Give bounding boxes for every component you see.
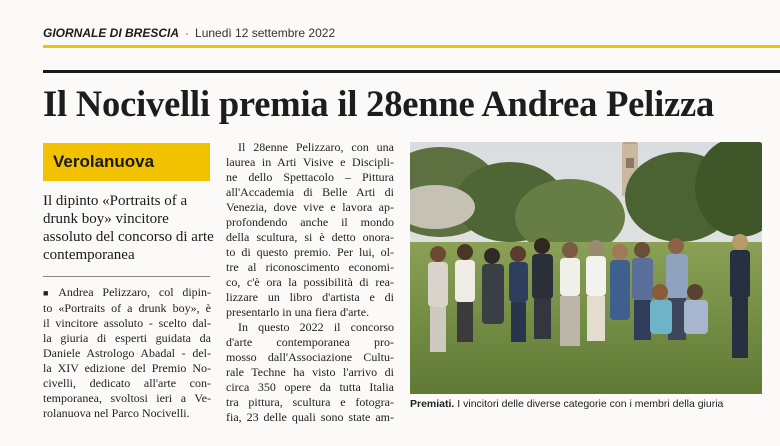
text-line: presentarlo in una fiera d'arte. (226, 305, 370, 319)
text-line: civelli, dedicato all'arte con- (43, 376, 211, 390)
masthead (43, 26, 335, 41)
text-line: fia, 23 delle quali sono state am- (226, 410, 394, 424)
kicker-box (43, 143, 210, 181)
text-line: la XIV edizione del Premio No- (43, 361, 211, 375)
text-line: ne dello Spettacolo – Pittura (226, 170, 394, 184)
issue-date: Lunedì 12 settembre 2022 (195, 26, 336, 40)
group-photo-illustration (410, 142, 762, 394)
text-line (43, 285, 211, 301)
text-line-content: Andrea Pelizzaro, col dipin- (58, 285, 211, 299)
article-subtitle: Il dipinto «Portraits of a drunk boy» vincitore assoluto del concorso di arte contemporanea (43, 193, 214, 263)
photo-caption (410, 398, 762, 410)
text-line: la giuria di esperti guidata da (43, 331, 211, 345)
text-line: laurea in Arti Visive e Discipli- (226, 155, 394, 169)
text-line: temporanea, svoltosi ieri a Ve- (43, 391, 211, 405)
location-kicker: Verolanuova (53, 152, 155, 171)
yellow-rule (43, 45, 780, 48)
text-line: profondendo anche il mondo (226, 215, 394, 229)
text-line: Daniele Astrologo Abadal - del- (43, 346, 211, 360)
text-line: tre al riconoscimento economi- (226, 260, 394, 274)
article-column-1 (43, 285, 211, 421)
black-rule (43, 70, 780, 73)
newspaper-name: GIORNALE DI BRESCIA (43, 26, 180, 40)
article-headline: Il Nocivelli premia il 28enne Andrea Pelizza (43, 83, 715, 124)
article-column-2 (226, 140, 394, 425)
text-line: tra pittura, scultura e fotogra- (226, 395, 394, 409)
subtitle-divider (43, 276, 210, 277)
text-line: il vincitore assoluto - scelto dal- (43, 316, 211, 330)
text-line: mosso dall'Associazione Cultu- (226, 350, 394, 364)
text-line: lizzare un libro d'artista e di (226, 290, 394, 304)
text-line: to «Portraits of a drunk boy», è (43, 301, 211, 315)
text-line: to di questo premio. Per lui, ol- (226, 245, 394, 259)
text-line: Venezia, dove vive e lavora ap- (226, 200, 394, 214)
text-line: circa 350 opere da tutta Italia (226, 380, 394, 394)
winners-group-photo (410, 142, 762, 394)
text-line: all'Accademia di Belle Arti di (226, 185, 394, 199)
text-line: rolanuova nel Parco Nocivelli. (43, 406, 190, 420)
caption-text: I vincitori delle diverse categorie con i membri della giuria (457, 398, 724, 410)
square-bullet-icon: ■ (43, 288, 55, 298)
text-line: d'arte contemporanea pro- (226, 335, 394, 349)
text-line: della scultura, si è detto onora- (226, 230, 394, 244)
masthead-separator: · (185, 26, 190, 40)
text-line: Il 28enne Pelizzaro, con una (238, 140, 394, 154)
text-line: In questo 2022 il concorso (238, 320, 394, 334)
text-line: rale Techne ha visto l'arrivo di (226, 365, 394, 379)
text-line: co, c'è ora la possibilità di rea- (226, 275, 394, 289)
caption-lead: Premiati. (410, 398, 455, 410)
